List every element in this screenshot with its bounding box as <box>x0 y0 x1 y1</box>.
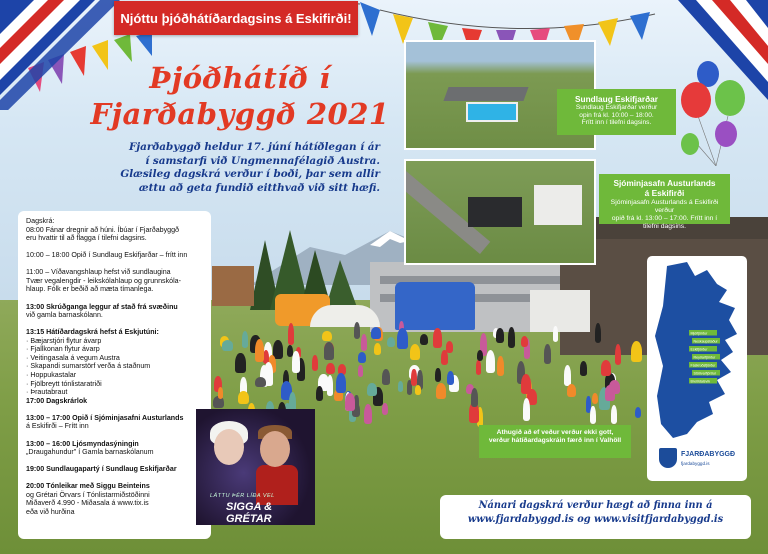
schedule-list <box>26 226 203 517</box>
person <box>611 405 617 424</box>
schedule-item-concert <box>26 482 203 516</box>
person <box>238 391 249 405</box>
person <box>361 334 367 352</box>
schedule-line: 13:00 – 16:00 Ljósmyndasýningin <box>26 439 139 448</box>
person <box>387 337 395 347</box>
person <box>410 344 420 360</box>
person <box>218 387 224 399</box>
schedule-item-flags <box>26 226 203 243</box>
person <box>327 375 334 396</box>
schedule-line: 13:00 Skrúðganga leggur af stað frá svæðinu <box>26 302 178 311</box>
schedule-line: 13:00 – 17:00 Opið í Sjóminjasafni Austurlands <box>26 413 184 422</box>
schedule-item-party <box>26 465 203 474</box>
schedule-line: · Skapandi sumarstörf verða á staðnum <box>26 362 151 371</box>
person <box>635 407 641 418</box>
town-label: Neskaupstaður <box>693 339 718 344</box>
town-label: Breiðdalsvík <box>690 379 711 384</box>
fjardabyggd-logo-icon <box>659 448 677 468</box>
person <box>415 385 422 395</box>
schedule-line: og Grétari Örvars í Tónlistarmiðstöðinni <box>26 490 150 499</box>
town-label: Stöðvarfjörður <box>693 371 717 376</box>
schedule-heading: Dagskrá: <box>26 217 55 225</box>
person <box>567 384 576 397</box>
museum-card-title: á Eskifirði <box>644 187 685 198</box>
person <box>312 355 318 371</box>
weather-line: verður hátíðardagskráin færð inn í Valhöll <box>488 437 622 445</box>
person <box>358 352 366 362</box>
intro-line: Glæsileg dagskrá verður í boði, þar sem allir <box>120 168 380 181</box>
person <box>595 323 601 343</box>
schedule-item-run <box>26 268 203 294</box>
person <box>345 393 355 411</box>
town-label: Eskifjörður <box>690 347 708 352</box>
person <box>316 386 323 401</box>
schedule-item-film <box>26 440 203 457</box>
person <box>477 350 483 361</box>
schedule-line: eru hvattir til að flagga í tilefni dagsins. <box>26 234 147 243</box>
person <box>521 336 528 347</box>
top-banner: Njóttu þjóðhátíðardagsins á Eskifirði! <box>114 1 358 35</box>
person <box>544 344 551 364</box>
weather-note <box>479 425 631 458</box>
pool-info-card <box>557 89 676 135</box>
schedule-line: eða við hurðina <box>26 507 75 516</box>
person <box>447 371 454 384</box>
pool-card-title: Sundlaug Eskifjarðar <box>575 94 658 104</box>
town-label: Reyðarfjörður <box>693 355 716 360</box>
schedule-item-museum <box>26 414 203 431</box>
person <box>580 361 587 375</box>
schedule-line: 20:00 Tónleikar með Siggu Beinteins <box>26 482 150 491</box>
schedule-line: 11:00 – Víðavangshlaup hefst við sundlaugina <box>26 268 171 277</box>
person <box>255 339 264 362</box>
person <box>523 398 530 421</box>
schedule-line: 13:15 Hátíðardagskrá hefst á Eskjutúni: <box>26 328 159 337</box>
person <box>397 328 408 349</box>
schedule-line: Tvær vegalengdir - leikskólahlaup og grunnskóla- <box>26 276 181 285</box>
person <box>435 368 440 382</box>
museum-card-title: Sjóminjasafn Austurlands <box>613 178 716 188</box>
intro-text <box>92 141 380 195</box>
person <box>255 377 266 387</box>
person <box>358 365 363 377</box>
schedule-line: · Fjölbreytt tónlistaratriði <box>26 379 102 388</box>
title-line-1: Þjóðhátíð í <box>149 61 331 95</box>
person <box>553 326 559 342</box>
footer-box <box>440 495 751 539</box>
town-label: Fáskrúðsfjörður <box>690 363 716 368</box>
person <box>411 369 416 386</box>
person <box>322 331 331 341</box>
page-title <box>90 60 390 132</box>
person <box>590 406 595 424</box>
person <box>374 343 381 355</box>
schedule-box <box>18 211 211 539</box>
person <box>521 374 531 394</box>
person <box>615 344 621 365</box>
person <box>508 327 515 348</box>
museum-card-line: opið frá kl. 13:00 – 17:00. Frítt inn í tilefni dagsins. <box>611 214 718 230</box>
pool-card-line: Sundlaug Eskifjarðar verður <box>575 104 658 111</box>
person <box>605 385 614 401</box>
person <box>292 351 299 373</box>
schedule-line: · Hoppukastalar <box>26 371 77 380</box>
schedule-line: við gamla barnaskólann. <box>26 311 103 320</box>
schedule-line: 08:00 Fánar dregnir að húni. Íbúar í Fjarðabyggð <box>26 225 180 234</box>
pool-card-line: opin frá kl. 10:00 – 18:00. <box>579 111 654 119</box>
person <box>420 334 428 345</box>
person <box>371 327 382 338</box>
person <box>288 323 294 345</box>
person <box>476 360 481 375</box>
person <box>235 353 245 373</box>
footer-links[interactable]: www.fjardabyggd.is og www.visitfjardabyggd.is <box>467 514 724 525</box>
footer-line: Nánari dagskrá verður hægt að finna inn á <box>478 500 713 511</box>
person <box>326 363 335 375</box>
town-label: Mjóifjörður <box>690 331 708 336</box>
schedule-item-pool <box>26 251 203 260</box>
person <box>496 328 505 343</box>
schedule-line: · Bæjarstjóri flytur ávarp <box>26 336 102 345</box>
person <box>471 388 478 407</box>
museum-card-line: Sjóminjasafn Austurlands á Eskifirði verður <box>610 198 719 214</box>
person <box>592 393 598 405</box>
intro-line: í samstarfi við Ungmennafélagið Austra. <box>145 154 380 167</box>
album-title: SIGGA & GRÉTAR <box>226 501 273 525</box>
album-cover <box>196 409 315 525</box>
region-map <box>647 256 747 481</box>
schedule-item-parade <box>26 303 203 320</box>
schedule-line: · Þrautabraut <box>26 388 68 397</box>
person <box>436 383 446 399</box>
person <box>398 381 404 392</box>
schedule-line: „Draugahundur" í Gamla barnaskólanum <box>26 448 154 457</box>
person <box>382 369 391 385</box>
person <box>497 356 503 376</box>
pool-card-line: Frítt inn í tilefni dagsins. <box>581 119 652 127</box>
intro-line: ættu að geta fundið eitthvað við sitt hæfi. <box>138 181 380 194</box>
balloons <box>668 56 758 166</box>
schedule-line: Miðaverð 4.990 - Miðasala á www.tix.is <box>26 499 149 508</box>
album-subtitle: LÁTTU ÞÉR LÍÐA VEL <box>210 493 275 499</box>
person <box>564 365 571 386</box>
person <box>446 341 453 352</box>
schedule-line: · Veitingasala á vegum Austra <box>26 353 120 362</box>
title-line-2: Fjarðabyggð 2021 <box>90 97 390 131</box>
person <box>382 403 388 415</box>
person <box>364 404 372 424</box>
schedule-line: 10:00 – 18:00 Opið í Sundlaug Eskifjarðar – frítt inn <box>26 251 188 260</box>
museum-info-card <box>599 174 730 230</box>
person <box>222 340 233 350</box>
weather-line: Athugið að ef veður verður ekki gott, <box>496 429 614 436</box>
person <box>336 373 346 393</box>
schedule-line: 19:00 Sundlaugapartý í Sundlaug Eskifjarðar <box>26 465 177 474</box>
intro-line: Fjarðabyggð heldur 17. júní hátíðlegan í ár <box>128 141 380 153</box>
person <box>354 322 360 339</box>
person <box>324 342 335 361</box>
person <box>631 341 642 362</box>
person <box>287 345 293 357</box>
shed <box>212 266 254 306</box>
person <box>486 350 495 373</box>
person <box>601 360 612 376</box>
person <box>433 328 442 347</box>
museum-photo <box>404 159 596 265</box>
schedule-line: · Fjallkonan flytur ávarp <box>26 345 100 354</box>
schedule-item-fest <box>26 328 203 405</box>
schedule-line: á Eskifirði – Frítt inn <box>26 422 89 431</box>
schedule-line: hlaup. Fólk er beðið að mæta tímanlega. <box>26 285 154 294</box>
person <box>242 331 248 348</box>
map-brand: FJARÐABYGGÐ <box>681 451 736 458</box>
map-brand-sub: fjardabyggd.is <box>681 461 710 466</box>
schedule-line: 17:00 Dagskrárlok <box>26 396 88 405</box>
person <box>367 383 377 396</box>
